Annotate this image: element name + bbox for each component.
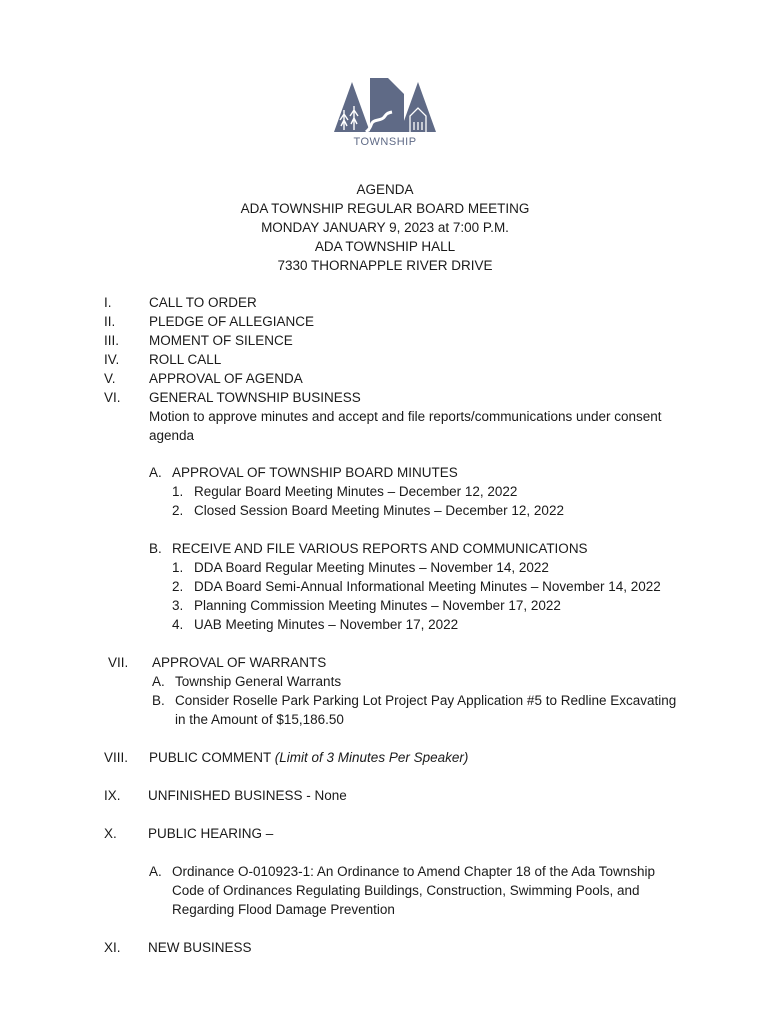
list-item: DDA Board Regular Meeting Minutes – November 14, 2022 bbox=[194, 560, 549, 575]
list-marker: 2. bbox=[172, 503, 184, 518]
item-roll-call: ROLL CALL bbox=[149, 352, 222, 367]
item-number: IV. bbox=[104, 352, 120, 367]
list-item: Regular Board Meeting Minutes – December 12, 2022 bbox=[194, 484, 518, 499]
ada-township-logo bbox=[330, 72, 440, 156]
meeting-address: 7330 THORNAPPLE RIVER DRIVE bbox=[277, 258, 493, 273]
list-item: Planning Commission Meeting Minutes – November 17, 2022 bbox=[194, 598, 561, 613]
list-item: DDA Board Semi-Annual Informational Meeting Minutes – November 14, 2022 bbox=[194, 579, 661, 594]
item-number: X. bbox=[104, 826, 117, 841]
subitem-marker: A. bbox=[152, 674, 165, 689]
item-number: VII. bbox=[108, 655, 129, 670]
subitem-marker: A. bbox=[149, 465, 162, 480]
item-general-township-business: GENERAL TOWNSHIP BUSINESS bbox=[149, 390, 361, 405]
subitem-approval-minutes: APPROVAL OF TOWNSHIP BOARD MINUTES bbox=[172, 465, 458, 480]
subitem-ordinance: Code of Ordinances Regulating Buildings, Construction, Swimming Pools, and bbox=[172, 883, 640, 898]
subitem-general-warrants: Township General Warrants bbox=[175, 674, 342, 689]
item-number: V. bbox=[104, 371, 116, 386]
motion-text: agenda bbox=[149, 428, 195, 443]
logo-wordmark: TOWNSHIP bbox=[353, 136, 417, 148]
item-call-to-order: CALL TO ORDER bbox=[149, 295, 257, 310]
list-marker: 3. bbox=[172, 598, 184, 613]
list-marker: 4. bbox=[172, 617, 184, 632]
list-marker: 2. bbox=[172, 579, 184, 594]
item-public-hearing: PUBLIC HEARING – bbox=[148, 826, 274, 841]
item-number: VI. bbox=[104, 390, 121, 405]
motion-text: Motion to approve minutes and accept and file reports/communications under consent bbox=[149, 409, 662, 424]
item-unfinished-business: UNFINISHED BUSINESS - None bbox=[148, 788, 347, 803]
item-number: II. bbox=[104, 314, 116, 329]
item-new-business: NEW BUSINESS bbox=[148, 940, 252, 955]
meeting-location: ADA TOWNSHIP HALL bbox=[314, 239, 456, 254]
item-number: I. bbox=[104, 295, 112, 310]
subitem-pay-application: in the Amount of $15,186.50 bbox=[175, 712, 344, 727]
item-number: XI. bbox=[104, 940, 121, 955]
list-item: UAB Meeting Minutes – November 17, 2022 bbox=[194, 617, 459, 632]
list-item: Closed Session Board Meeting Minutes – December 12, 2022 bbox=[194, 503, 564, 518]
subitem-ordinance: Ordinance O-010923-1: An Ordinance to Amend Chapter 18 of the Ada Township bbox=[172, 864, 656, 879]
subitem-marker: B. bbox=[152, 693, 165, 708]
subitem-marker: A. bbox=[149, 864, 162, 879]
ada-logo-mark-icon bbox=[330, 72, 440, 134]
item-public-comment bbox=[149, 748, 468, 767]
public-comment-note: (Limit of 3 Minutes Per Speaker) bbox=[274, 750, 469, 765]
item-number: IX. bbox=[104, 788, 121, 803]
meeting-name: ADA TOWNSHIP REGULAR BOARD MEETING bbox=[240, 201, 530, 216]
item-moment-of-silence: MOMENT OF SILENCE bbox=[149, 333, 293, 348]
list-marker: 1. bbox=[172, 484, 184, 499]
item-number: III. bbox=[104, 333, 120, 348]
agenda-title: AGENDA bbox=[356, 182, 414, 197]
item-approval-of-agenda: APPROVAL OF AGENDA bbox=[149, 371, 303, 386]
list-marker: 1. bbox=[172, 560, 184, 575]
agenda-header bbox=[0, 180, 770, 275]
subitem-receive-and-file: RECEIVE AND FILE VARIOUS REPORTS AND COMMUNICATIONS bbox=[172, 541, 588, 556]
subitem-ordinance: Regarding Flood Damage Prevention bbox=[172, 902, 395, 917]
subitem-pay-application: Consider Roselle Park Parking Lot Project Pay Application #5 to Redline Excavating bbox=[175, 693, 677, 708]
item-pledge: PLEDGE OF ALLEGIANCE bbox=[149, 314, 315, 329]
meeting-date: MONDAY JANUARY 9, 2023 at 7:00 P.M. bbox=[261, 220, 509, 235]
item-number: VIII. bbox=[104, 750, 129, 765]
subitem-marker: B. bbox=[149, 541, 162, 556]
item-approval-of-warrants: APPROVAL OF WARRANTS bbox=[152, 655, 327, 670]
public-comment-label: PUBLIC COMMENT bbox=[149, 750, 272, 765]
